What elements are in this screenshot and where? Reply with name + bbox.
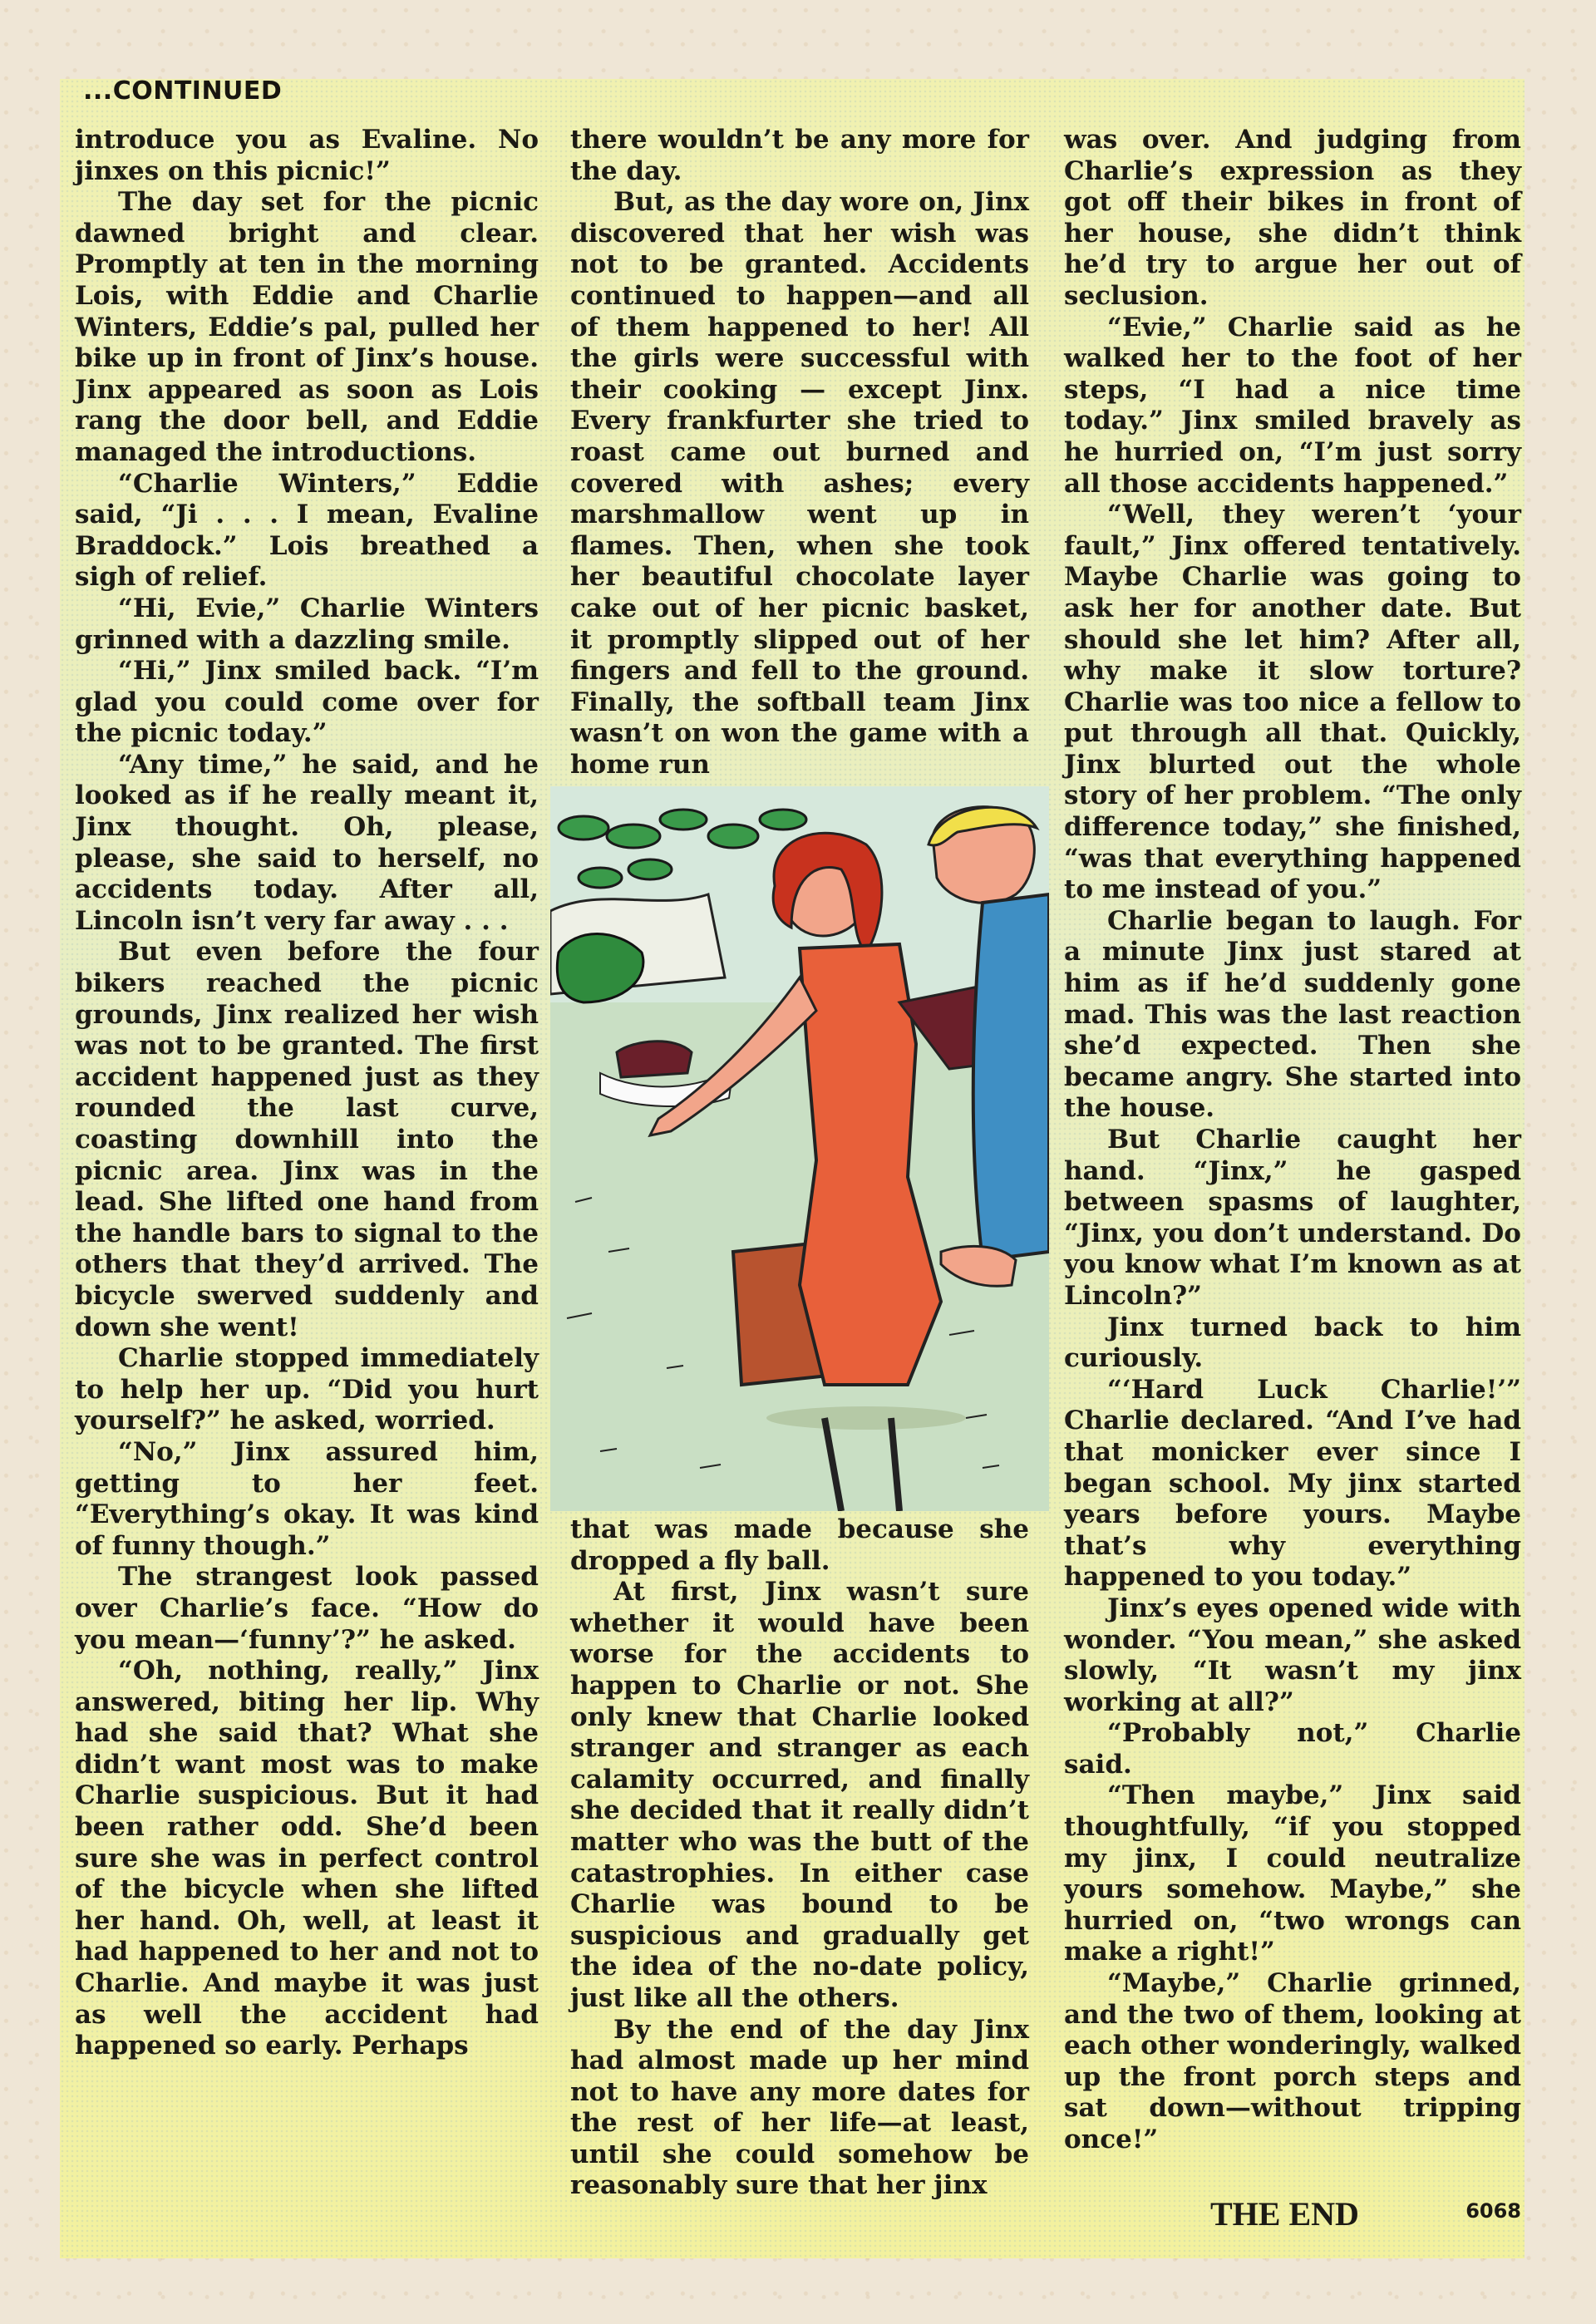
paragraph: “Hi,” Jinx smiled back. “I’m glad you could come over for the picnic today.” (75, 656, 539, 749)
story-code: 6068 (1465, 2199, 1521, 2223)
story-column-2-upper (570, 125, 1029, 780)
paragraph: At first, Jinx wasn’t sure whether it would have been worse for the accidents to happen to Charlie or not. She only knew that Charlie looked stranger and stranger as each calamity occurred, and finally she decided that it really didn’t matter who was the butt of the catastrophies. In either case Charlie was bound to be suspicious and gradually get the idea of the no-date policy, just like all the others. (570, 1577, 1029, 2013)
paragraph: “Well, they weren’t ‘your fault,” Jinx offered tentatively. Maybe Charlie was going to ask her for another date. But should she let him? After all, why make it slow torture? Charlie was too nice a fellow to put through all that. Quickly, Jinx blurted out the whole story of her problem. “The only difference today,” she finished, “was that everything happened to me instead of you.” (1064, 500, 1521, 905)
paragraph: “Any time,” he said, and he looked as if he really meant it, Jinx thought. Oh, please, please, she said to herself, no accidents today. After all, Lincoln isn’t very far away . . . (75, 749, 539, 936)
paragraph: But Charlie caught her hand. “Jinx,” he gasped between spasms of laughter, “Jinx, you don’t understand. Do you know what I’m known as at Lincoln?” (1064, 1125, 1521, 1311)
paragraph: “Oh, nothing, really,” Jinx answered, biting her lip. Why had she said that? What she didn’t want most was to make Charlie suspicious. But it had been rather odd. She’d been sure she was in perfect control of the bicycle when she lifted her hand. Oh, well, at least it had happened to her and not to Charlie. And maybe it was just as well the accident had happened so early. Perhaps (75, 1656, 539, 2061)
picnic-scene-image (550, 786, 1049, 1511)
paragraph: “Hi, Evie,” Charlie Winters grinned with a dazzling smile. (75, 593, 539, 655)
paragraph: introduce you as Evaline. No jinxes on this picnic!” (75, 125, 539, 186)
paragraph: But even before the four bikers reached the picnic grounds, Jinx realized her wish was not to be granted. The first accident happened just as they rounded the last curve, coasting downhill into the picnic area. Jinx was in the lead. She lifted one hand from the handle bars to signal to the others that they’d arrived. The bicycle swerved suddenly and down she went! (75, 937, 539, 1342)
continued-heading: ...CONTINUED (83, 76, 283, 106)
paragraph: Charlie began to laugh. For a minute Jinx just stared at him as if he’d suddenly gone mad. This was the last reaction she’d expected. Then she became angry. She started into the house. (1064, 905, 1521, 1124)
paragraph: The day set for the picnic dawned bright and clear. Promptly at ten in the morning Lois, with Eddie and Charlie Winters, Eddie’s pal, pulled her bike up in front of Jinx’s house. Jinx appeared as soon as Lois rang the door bell, and Eddie managed the introductions. (75, 187, 539, 467)
paragraph: “Evie,” Charlie said as he walked her to the foot of her steps, “I had a nice time today.” Jinx smiled bravely as he hurried on, “I’m just sorry all those accidents happened.” (1064, 312, 1521, 499)
comic-illustration (550, 786, 1049, 1511)
paragraph: Jinx’s eyes opened wide with wonder. “You mean,” she asked slowly, “It wasn’t my jinx working at all?” (1064, 1593, 1521, 1717)
story-column-3 (1064, 125, 1521, 2156)
paragraph: that was made because she dropped a fly ball. (570, 1514, 1029, 1576)
paragraph: By the end of the day Jinx had almost made up her mind not to have any more dates for the rest of her life—at least, until she could somehow be reasonably sure that her jinx (570, 2014, 1029, 2201)
story-footer (1064, 2194, 1521, 2236)
paragraph: “Maybe,” Charlie grinned, and the two of them, looking at each other wonderingly, walked up the front porch steps and sat down—without tripping once!” (1064, 1968, 1521, 2154)
paragraph: there wouldn’t be any more for the day. (570, 125, 1029, 186)
paragraph: “Probably not,” Charlie said. (1064, 1718, 1521, 1780)
paragraph: “Charlie Winters,” Eddie said, “Ji . . . I mean, Evaline Braddock.” Lois breathed a sigh of relief. (75, 468, 539, 593)
story-column-2-lower (570, 1514, 1029, 2202)
paragraph: was over. And judging from Charlie’s expression as they got off their bikes in front of her house, she didn’t think he’d try to argue her out of seclusion. (1064, 125, 1521, 311)
paragraph: “‘Hard Luck Charlie!’” Charlie declared. “And I’ve had that monicker ever since I began school. My jinx started years before yours. Maybe that’s why everything happened to you today.” (1064, 1374, 1521, 1593)
paragraph: Charlie stopped immediately to help her up. “Did you hurt yourself?” he asked, worried. (75, 1343, 539, 1436)
story-column-1 (75, 125, 539, 2062)
paragraph: The strangest look passed over Charlie’s face. “How do you mean—‘funny’?” he asked. (75, 1562, 539, 1655)
paragraph: Jinx turned back to him curiously. (1064, 1312, 1521, 1374)
paragraph: “Then maybe,” Jinx said thoughtfully, “if you stopped my jinx, I could neutralize yours somehow. Maybe,” she hurried on, “two wrongs can make a right!” (1064, 1780, 1521, 1967)
the-end-label: THE END (1210, 2195, 1359, 2233)
paragraph: “No,” Jinx assured him, getting to her feet. “Everything’s okay. It was kind of funny though.” (75, 1436, 539, 1561)
paragraph: But, as the day wore on, Jinx discovered that her wish was not to be granted. Accidents continued to happen—and all of them happened to her! All the girls were successful with their cooking — except Jinx. Every frankfurter she tried to roast came out burned and covered with ashes; every marshmallow went up in flames. Then, when she took her beautiful chocolate layer cake out of her picnic basket, it promptly slipped out of her fingers and fell to the ground. Finally, the softball team Jinx wasn’t on won the game with a home run (570, 187, 1029, 780)
